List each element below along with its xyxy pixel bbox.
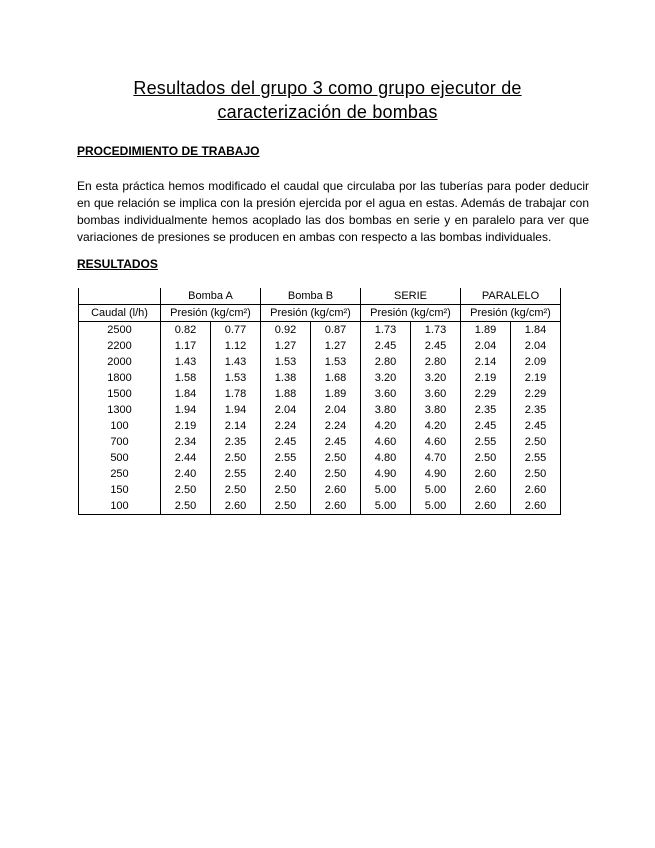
table-corner-cell bbox=[79, 288, 161, 305]
presion-cell: 2.04 bbox=[461, 338, 511, 354]
presion-cell: 2.50 bbox=[161, 498, 211, 515]
presion-cell: 1.89 bbox=[461, 322, 511, 339]
presion-cell: 1.84 bbox=[511, 322, 561, 339]
presion-cell: 2.29 bbox=[461, 386, 511, 402]
presion-cell: 1.12 bbox=[211, 338, 261, 354]
presion-cell: 2.04 bbox=[261, 402, 311, 418]
presion-cell: 1.53 bbox=[211, 370, 261, 386]
group-header-paralelo: PARALELO bbox=[461, 288, 561, 305]
presion-cell: 2.60 bbox=[461, 466, 511, 482]
presion-cell: 0.77 bbox=[211, 322, 261, 339]
caudal-cell: 1300 bbox=[79, 402, 161, 418]
table-row bbox=[79, 322, 561, 339]
presion-cell: 2.50 bbox=[311, 466, 361, 482]
group-header-serie: SERIE bbox=[361, 288, 461, 305]
presion-cell: 3.20 bbox=[411, 370, 461, 386]
presion-cell: 1.68 bbox=[311, 370, 361, 386]
presion-cell: 2.60 bbox=[311, 482, 361, 498]
presion-cell: 2.55 bbox=[511, 450, 561, 466]
presion-cell: 1.53 bbox=[261, 354, 311, 370]
caudal-cell: 250 bbox=[79, 466, 161, 482]
caudal-cell: 1800 bbox=[79, 370, 161, 386]
presion-cell: 2.04 bbox=[511, 338, 561, 354]
title-line-2: caracterización de bombas bbox=[217, 102, 438, 122]
presion-cell: 4.20 bbox=[411, 418, 461, 434]
presion-cell: 2.35 bbox=[511, 402, 561, 418]
presion-cell: 2.19 bbox=[461, 370, 511, 386]
presion-cell: 4.20 bbox=[361, 418, 411, 434]
presion-cell: 2.55 bbox=[461, 434, 511, 450]
presion-header-bomba-b: Presión (kg/cm²) bbox=[261, 305, 361, 322]
presion-cell: 1.27 bbox=[311, 338, 361, 354]
presion-cell: 2.60 bbox=[461, 498, 511, 515]
presion-cell: 2.55 bbox=[261, 450, 311, 466]
presion-cell: 2.14 bbox=[461, 354, 511, 370]
presion-cell: 2.60 bbox=[461, 482, 511, 498]
presion-cell: 1.84 bbox=[161, 386, 211, 402]
table-group-header-row bbox=[79, 288, 561, 305]
presion-cell: 1.38 bbox=[261, 370, 311, 386]
presion-cell: 3.80 bbox=[411, 402, 461, 418]
procedimiento-heading: PROCEDIMIENTO DE TRABAJO bbox=[77, 144, 260, 158]
caudal-cell: 2000 bbox=[79, 354, 161, 370]
presion-cell: 1.17 bbox=[161, 338, 211, 354]
presion-cell: 2.35 bbox=[461, 402, 511, 418]
presion-cell: 0.92 bbox=[261, 322, 311, 339]
presion-cell: 2.60 bbox=[211, 498, 261, 515]
resultados-heading: RESULTADOS bbox=[77, 257, 158, 271]
presion-cell: 2.80 bbox=[361, 354, 411, 370]
presion-cell: 2.45 bbox=[361, 338, 411, 354]
presion-cell: 2.19 bbox=[161, 418, 211, 434]
presion-cell: 2.55 bbox=[211, 466, 261, 482]
title-line-1: Resultados del grupo 3 como grupo ejecutor de bbox=[133, 78, 522, 98]
table-row bbox=[79, 434, 561, 450]
presion-cell: 1.94 bbox=[211, 402, 261, 418]
presion-cell: 1.73 bbox=[361, 322, 411, 339]
presion-cell: 2.24 bbox=[261, 418, 311, 434]
presion-cell: 2.14 bbox=[211, 418, 261, 434]
presion-cell: 5.00 bbox=[361, 482, 411, 498]
caudal-header: Caudal (l/h) bbox=[79, 305, 161, 322]
presion-cell: 2.35 bbox=[211, 434, 261, 450]
results-table-wrap bbox=[78, 288, 561, 515]
presion-cell: 2.40 bbox=[261, 466, 311, 482]
presion-cell: 1.53 bbox=[311, 354, 361, 370]
presion-cell: 4.60 bbox=[361, 434, 411, 450]
presion-cell: 2.50 bbox=[311, 450, 361, 466]
presion-cell: 5.00 bbox=[411, 498, 461, 515]
presion-cell: 0.82 bbox=[161, 322, 211, 339]
presion-cell: 2.60 bbox=[511, 498, 561, 515]
presion-cell: 2.44 bbox=[161, 450, 211, 466]
table-row bbox=[79, 370, 561, 386]
presion-cell: 2.50 bbox=[211, 450, 261, 466]
presion-cell: 4.90 bbox=[411, 466, 461, 482]
table-row bbox=[79, 450, 561, 466]
caudal-cell: 1500 bbox=[79, 386, 161, 402]
presion-cell: 2.60 bbox=[311, 498, 361, 515]
presion-cell: 1.94 bbox=[161, 402, 211, 418]
table-row bbox=[79, 338, 561, 354]
presion-cell: 1.27 bbox=[261, 338, 311, 354]
presion-cell: 2.40 bbox=[161, 466, 211, 482]
presion-cell: 2.50 bbox=[461, 450, 511, 466]
presion-header-paralelo: Presión (kg/cm²) bbox=[461, 305, 561, 322]
caudal-cell: 2200 bbox=[79, 338, 161, 354]
caudal-cell: 2500 bbox=[79, 322, 161, 339]
presion-cell: 2.50 bbox=[261, 498, 311, 515]
presion-cell: 2.09 bbox=[511, 354, 561, 370]
presion-cell: 2.45 bbox=[411, 338, 461, 354]
group-header-bomba-a: Bomba A bbox=[161, 288, 261, 305]
presion-cell: 2.34 bbox=[161, 434, 211, 450]
presion-cell: 3.20 bbox=[361, 370, 411, 386]
table-row bbox=[79, 402, 561, 418]
results-table bbox=[78, 288, 561, 515]
presion-cell: 2.50 bbox=[161, 482, 211, 498]
presion-header-bomba-a: Presión (kg/cm²) bbox=[161, 305, 261, 322]
presion-header-serie: Presión (kg/cm²) bbox=[361, 305, 461, 322]
caudal-cell: 500 bbox=[79, 450, 161, 466]
table-row bbox=[79, 466, 561, 482]
presion-cell: 4.80 bbox=[361, 450, 411, 466]
presion-cell: 2.80 bbox=[411, 354, 461, 370]
presion-cell: 2.50 bbox=[261, 482, 311, 498]
presion-cell: 0.87 bbox=[311, 322, 361, 339]
presion-cell: 2.50 bbox=[211, 482, 261, 498]
presion-cell: 1.43 bbox=[161, 354, 211, 370]
table-column-header-row bbox=[79, 305, 561, 322]
presion-cell: 3.80 bbox=[361, 402, 411, 418]
presion-cell: 4.70 bbox=[411, 450, 461, 466]
caudal-cell: 700 bbox=[79, 434, 161, 450]
table-row bbox=[79, 418, 561, 434]
presion-cell: 4.60 bbox=[411, 434, 461, 450]
presion-cell: 1.89 bbox=[311, 386, 361, 402]
presion-cell: 1.88 bbox=[261, 386, 311, 402]
presion-cell: 2.45 bbox=[461, 418, 511, 434]
caudal-cell: 100 bbox=[79, 418, 161, 434]
presion-cell: 3.60 bbox=[361, 386, 411, 402]
caudal-cell: 100 bbox=[79, 498, 161, 515]
presion-cell: 2.24 bbox=[311, 418, 361, 434]
presion-cell: 5.00 bbox=[361, 498, 411, 515]
table-row bbox=[79, 498, 561, 515]
presion-cell: 1.73 bbox=[411, 322, 461, 339]
presion-cell: 4.90 bbox=[361, 466, 411, 482]
presion-cell: 2.29 bbox=[511, 386, 561, 402]
table-row bbox=[79, 482, 561, 498]
presion-cell: 1.58 bbox=[161, 370, 211, 386]
document-title bbox=[0, 76, 655, 124]
presion-cell: 2.50 bbox=[511, 466, 561, 482]
caudal-cell: 150 bbox=[79, 482, 161, 498]
presion-cell: 2.45 bbox=[511, 418, 561, 434]
group-header-bomba-b: Bomba B bbox=[261, 288, 361, 305]
presion-cell: 2.04 bbox=[311, 402, 361, 418]
presion-cell: 1.78 bbox=[211, 386, 261, 402]
presion-cell: 2.19 bbox=[511, 370, 561, 386]
presion-cell: 5.00 bbox=[411, 482, 461, 498]
presion-cell: 2.60 bbox=[511, 482, 561, 498]
table-row bbox=[79, 354, 561, 370]
presion-cell: 3.60 bbox=[411, 386, 461, 402]
presion-cell: 2.45 bbox=[261, 434, 311, 450]
procedimiento-paragraph: En esta práctica hemos modificado el caudal que circulaba por las tuberías para poder deducir en que relación se implica con la presión ejercida por el agua en estas. Además de trabajar con bombas individualmente hemos acoplado las dos bombas en serie y en paralelo para ver que variaciones de presiones se producen en ambas con respecto a las bombas individuales. bbox=[77, 179, 589, 244]
presion-cell: 1.43 bbox=[211, 354, 261, 370]
presion-cell: 2.50 bbox=[511, 434, 561, 450]
presion-cell: 2.45 bbox=[311, 434, 361, 450]
table-row bbox=[79, 386, 561, 402]
